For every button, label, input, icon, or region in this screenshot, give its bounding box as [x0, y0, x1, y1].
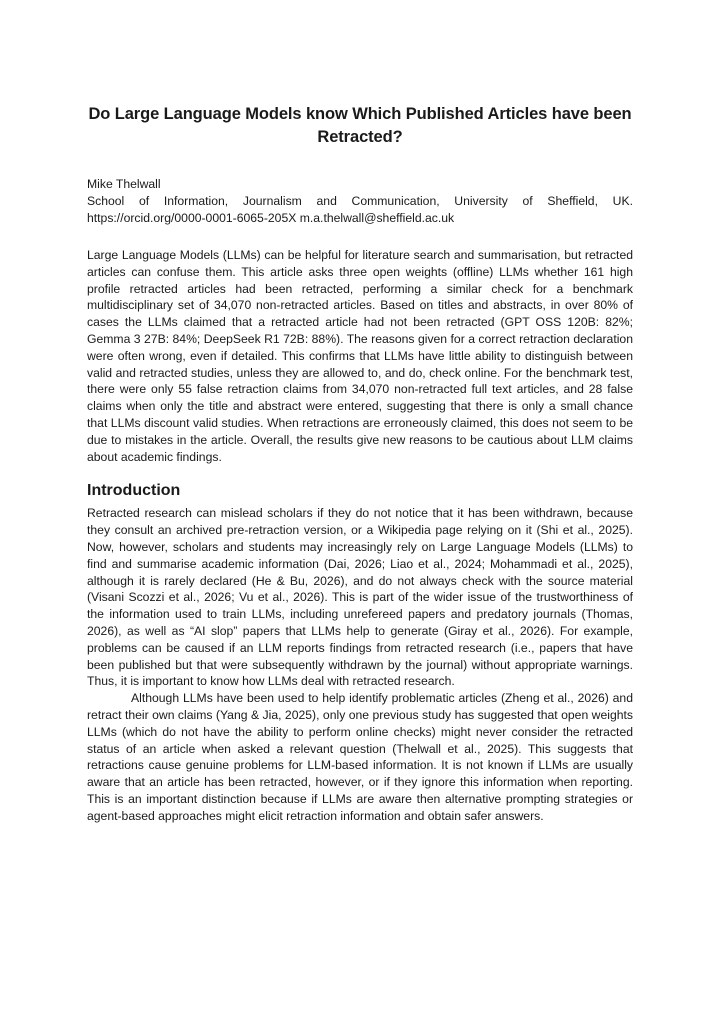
author-name: Mike Thelwall [87, 177, 161, 191]
paper-page [87, 103, 633, 825]
abstract: Large Language Models (LLMs) can be helpful for literature search and summarisation, but retracted articles can confuse them. This article asks three open weights (offline) LLMs whether 161 high profile retracted articles had been retracted, performing a similar check for a benchmark multidisciplinary set of 34,070 non-retracted articles. Based on titles and abstracts, in over 80% of cases the LLMs claimed that a retracted article had not been retracted (GPT OSS 120B: 82%; Gemma 3 27B: 84%; DeepSeek R1 72B: 88%). The reasons given for a correct retraction declaration were often wrong, even if detailed. This confirms that LLMs have little ability to distinguish between valid and retracted studies, unless they are allowed to, and do, check online. For the benchmark test, there were only 55 false retraction claims from 34,070 non-retracted full text articles, and 28 false claims when only the title and abstract were entered, suggesting that there is only a small chance that LLMs discount valid studies. When retractions are erroneously claimed, this does not seem to be due to mistakes in the article. Overall, the results give new reasons to be cautious about LLM claims about academic findings. [87, 248, 633, 464]
author-affiliation: School of Information, Journalism and Communication, University of Sheffield, UK. https://orcid.org/0000-0001-6065-205X m.a.thelwall@sheffield.ac.uk [87, 194, 633, 225]
intro-paragraph-2: Although LLMs have been used to help identify problematic articles (Zheng et al., 2026) and retract their own claims (Yang & Jia, 2025), only one previous study has suggested that open weights LLMs (which do not have the ability to perform online checks) might never consider the retracted status of an article when asked a relevant question (Thelwall et al., 2025). This suggests that retractions cause genuine problems for LLM-based information. It is not known if LLMs are usually aware that an article has been retracted, however, or if they ignore this information when reporting. This is an important distinction because if LLMs are aware then alternative prompting strategies or agent-based approaches might elicit retraction information and obtain safer answers. [87, 691, 633, 823]
intro-paragraph-1: Retracted research can mislead scholars if they do not notice that it has been withdrawn, because they consult an archived pre-retraction version, or a Wikipedia page relying on it (Shi et al., 2025). Now, however, scholars and students may increasingly rely on Large Language Models (LLMs) to find and summarise academic information (Dai, 2026; Liao et al., 2024; Mohammadi et al., 2025), although it is rarely declared (He & Bu, 2026), and do not always check with the source material (Visani Scozzi et al., 2026; Vu et al., 2026). This is part of the wider issue of the trustworthiness of the information used to train LLMs, including unrefereed papers and predatory journals (Thomas, 2026), as well as “AI slop” papers that LLMs help to generate (Giray et al., 2026). For example, problems can be caused if an LLM reports findings from retracted research (i.e., papers that have been published but that were subsequently withdrawn by the journal) without appropriate warnings. Thus, it is important to know how LLMs deal with retracted research. [87, 506, 633, 689]
paper-title: Do Large Language Models know Which Published Articles have been Retracted? [88, 105, 632, 146]
section-heading-introduction: Introduction [87, 482, 181, 500]
author-block [87, 176, 633, 227]
